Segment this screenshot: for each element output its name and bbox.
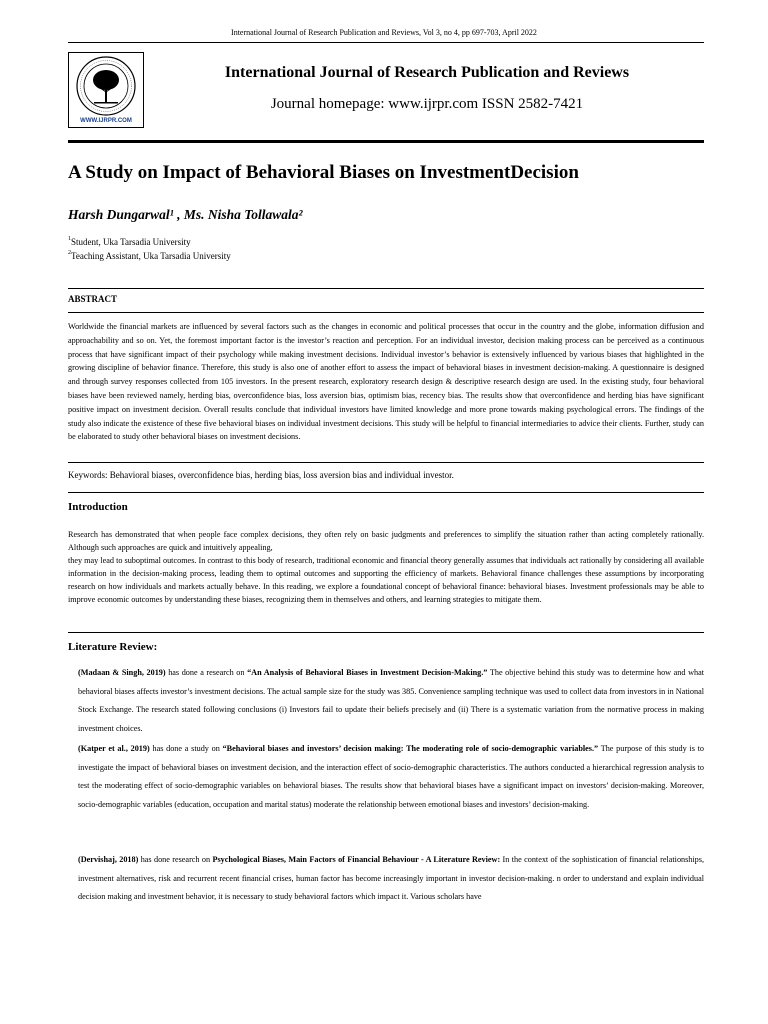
journal-logo	[68, 52, 144, 128]
keywords-rule	[68, 492, 704, 493]
abstract-top-rule	[68, 288, 704, 289]
entry-title: Psychological Biases, Main Factors of Financial Behaviour - A Literature Review:	[212, 855, 501, 864]
entry-citation: (Katper et al., 2019)	[78, 744, 150, 753]
affiliation-2: $^2$Teaching Assistant, Uka Tarsadia University	[68, 250, 231, 261]
introduction-body	[68, 529, 704, 606]
entry-citation: (Madaan & Singh, 2019)	[78, 668, 166, 677]
abstract-heading: ABSTRACT	[68, 294, 118, 304]
entry-title: “Behavioral biases and investors’ decision making: The moderating role of socio-demographic variables.”	[222, 744, 599, 753]
affiliation-1: $^1$Student, Uka Tarsadia University	[68, 236, 191, 247]
abstract-body: Worldwide the financial markets are influenced by several factors such as the changes in economic and political processes that occur in the country and the globe, information diffusion and approachability and so on. Yet, the foremost important factor is the investor’s reaction and perception. For an individual investor, decision making process can be perceived as a continuous process that have significant impact of their psychology while making investment decisions. Individual investor’s behavior is extensively influenced by various biases that highlighted in the growing discipline of behavior finance. Therefore, this study is also one of another effort to assess the impact of behavioral biases in investment decision-making. A questionnaire is designed and through survey responses collected from 105 investors. In the present research, exploratory research design & descriptive research design are used. In the existing study, four behavioral biases have been reviewed namely, herding bias, overconfidence bias, loss aversion bias, optimism bias, recency bias. The results show that overconfidence and herding bias have significant positive impact on investment decision. Overall results conclude that individual investors have limited knowledge and more prone towards making psychological errors. The findings of the study also indicate the existence of these five behavioral biases on individual investment decisions. This study will be helpful to financial intermediaries to advice their clients. Further, study can be elaborated to study other behavioral biases on investment decisions.	[68, 322, 704, 442]
paper-title: A Study on Impact of Behavioral Biases on InvestmentDecision	[68, 162, 579, 183]
literature-entry: (Katper et al., 2019) has done a study on “Behavioral biases and investors’ decision making: The moderating role of socio-demographic variables.” The purpose of this study is to investigate the impact of behavioral biases on investment decision, and the interaction effect of socio-demographic characteristics. The authors conducted a hierarchical regression analysis to test the moderating effect of socio-demographic variables on behavioral biases. The results show that behavioral biases have a significant impact on investors’ decision-making. Moreover, socio-demographic variables (education, occupation and marital status) moderate the relationship between emotional biases and investors’ decision-making.	[78, 744, 704, 809]
header-rule	[68, 42, 704, 43]
literature-entry: (Dervishaj, 2018) has done research on Psychological Biases, Main Factors of Financial Behaviour - A Literature Review: In the context of the sophistication of financial relationships, investment alternatives, risk and recurrent recent financial crises, human factor has become increasingly important in investor decision-making. n order to understand and explain individual decision making and investment behavior, it is necessary to study behavioral factors which impact it. Various scholars have	[78, 855, 705, 901]
introduction-paragraph: Research has demonstrated that when people face complex decisions, they often rely on basic judgments and preferences to simplify the situation rather than acting completely rationally. Although such approaches are quick and intuitively appealing,	[68, 530, 704, 552]
entry-title: “An Analysis of Behavioral Biases in Investment Decision-Making.”	[247, 668, 488, 677]
running-head: International Journal of Research Publication and Reviews, Vol 3, no 4, pp 697-703, April 2022	[231, 28, 537, 37]
keywords: Keywords: Behavioral biases, overconfidence bias, herding bias, loss aversion bias and individual investor.	[68, 470, 454, 480]
introduction-paragraph: they may lead to suboptimal outcomes. In contrast to this body of research, traditional economic and financial theory generally assumes that individuals act rationally by considering all available information in the decision-making process, leading them to optimal outcomes and supporting the efficiency of markets. Behavioral finance challenges these assumptions by incorporating research on how individuals and markets actually behave. In this reading, we explore a foundational concept of behavioral finance: behavioral biases. Investment professionals may be able to improve economic outcomes by understanding these biases, recognizing them in themselves and others, and learning strategies to mitigate them.	[68, 555, 704, 604]
logo-url: WWW.IJRPR.COM	[80, 118, 132, 124]
journal-homepage: Journal homepage: www.ijrpr.com ISSN 2582-7421	[270, 96, 584, 112]
literature-entry: (Madaan & Singh, 2019) has done a research on “An Analysis of Behavioral Biases in Investment Decision-Making.” The objective behind this study was to determine how and what behavioral biases affects investor’s investment decisions. The actual sample size for the study was 385. Convenience sampling technique was used to collect data from investors in in National Stock Exchange. The research stated following conclusions (i) Investors fail to update their beliefs precisely and (ii) There is a systematic variation from the normative process in making investment choices.	[78, 668, 704, 733]
journal-title: International Journal of Research Publication and Reviews	[224, 64, 630, 81]
introduction-heading: Introduction	[68, 501, 128, 513]
masthead-rule	[68, 140, 704, 143]
introduction-rule	[68, 632, 704, 633]
literature-review-heading: Literature Review:	[68, 641, 158, 653]
abstract-head-rule	[68, 312, 704, 313]
paper-authors: Harsh Dungarwal¹ , Ms. Nisha Tollawala²	[68, 207, 303, 222]
abstract-bottom-rule	[68, 462, 704, 463]
entry-citation: (Dervishaj, 2018)	[78, 855, 139, 864]
